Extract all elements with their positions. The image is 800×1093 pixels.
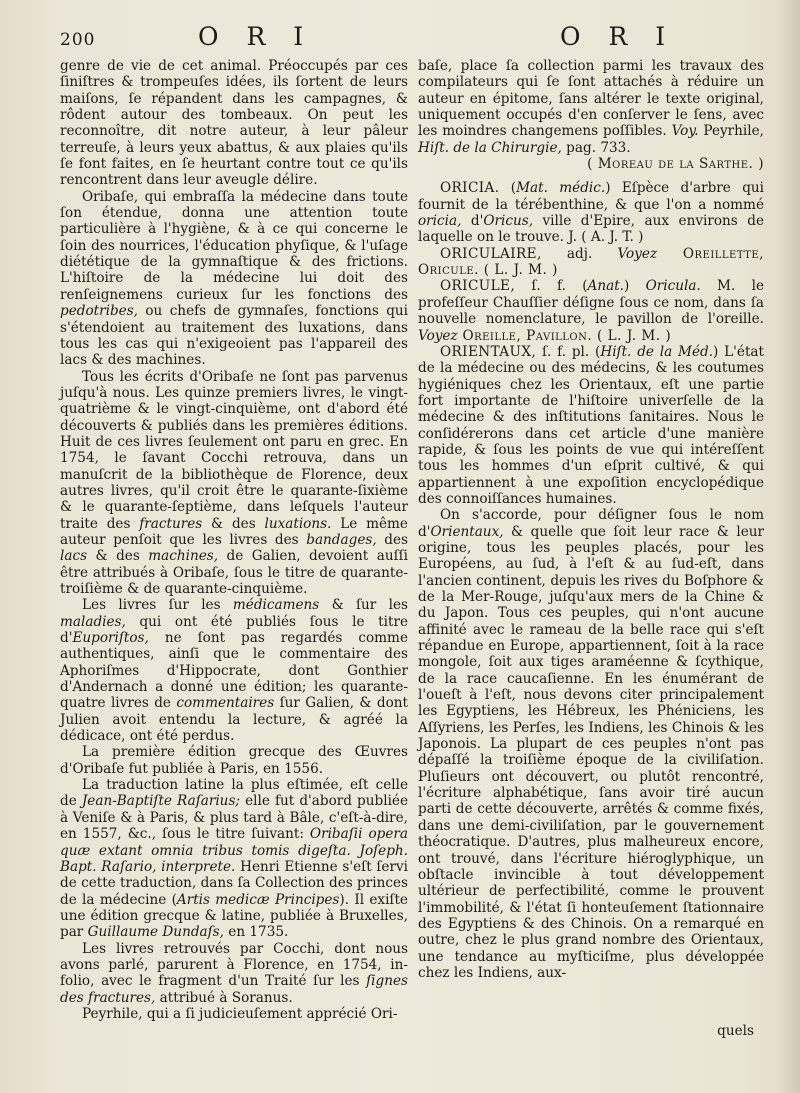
left-column: [60, 58, 408, 1022]
entry-oriculaire: ORICULAIRE, adj. Voyez Oreillette, Oricule. ( L. J. M. ): [418, 245, 764, 279]
paragraph: On s'accorde, pour déſigner ſous le nom d'Orientaux, & quelle que ſoit leur race & leur origine, tous les peuples placés, pour les Européens, au ſud, à l'eſt & au ſud-eſt, dans l'ancien continent, depuis les rives du Boſphore & de la Mer-Rouge, juſqu'aux mers de la Chine & du Japon. Tous ces peuples, qui n'ont aucune affinité avec le rameau de la belle race qui s'eſt répandue en Europe, appartiennent, ſoit à la race mongole, ſoit aux tiges araméenne & ſcythique, de la race caucaſienne. En les énumérant de l'oueſt à l'eſt, nous devons citer principalement les Egyptiens, les Hébreux, les Phéniciens, les Aſſyriens, les Perſes, les Indiens, les Chinois & les Japonois. La plupart de ces peuples n'ont pas dépaſſé la troiſième époque de la civiliſation. Pluſieurs ont découvert, ou plutôt rencontré, l'écriture alphabétique, ſans avoir tiré aucun parti de cette découverte, arrêtés & comme fixés, dans une demi-civiliſation, par le gouvernement théocratique. D'autres, plus malheureux encore, ont trouvé, dans l'écriture hiéroglyphique, un obſtacle invincible à tout développement ultérieur de perfectibilité, comme le prouvent l'immobilité, & l'état ſi honteuſement ſtationnaire des Egyptiens & des Chinois. On a remarqué en outre, chez le plus grand nombre des Orientaux, une tendance au myſticiſme, plus développée chez les Indiens, aux-: [418, 507, 764, 981]
running-head-left: O R I: [198, 22, 314, 51]
page-number: 200: [60, 30, 96, 50]
author-signature: ( Moreau de la Sarthe. ): [587, 156, 764, 173]
running-head-right: O R I: [560, 22, 676, 51]
headword: ORIENTAUX,: [440, 343, 537, 360]
paragraph: La première édition grecque des Œuvres d'Oribaſe fut publiée à Paris, en 1556.: [60, 744, 408, 777]
entry-oricia: ORICIA. (Mat. médic.) Eſpèce d'arbre qui fournit de la térébenthine, & que l'on a nommé oricia, d'Oricus, ville d'Epire, aux environs de laquelle on le trouve. J. ( A. J. T. ): [418, 180, 764, 246]
catchword: quels: [717, 1023, 754, 1039]
paragraph: baſe, place ſa collection parmi les travaux des compilateurs qui ſe ſont attachés à réduire un auteur en épitome, ſans altérer le texte original, uniquement occupés d'en conſerver le ſens, avec les moindres changemens poſſibles. Voy. Peyrhile, Hiſt. de la Chirurgie, pag. 733.: [418, 58, 764, 156]
page-edge-shadow: [778, 0, 800, 1093]
entry-orientaux: ORIENTAUX, ſ. f. pl. (Hiſt. de la Méd.) L'état de la médecine ou des médecins, & les coutumes hygiéniques chez les Orientaux, eſt une partie fort importante de l'hiſtoire univerſelle de la médecine & des inſtitutions ſanitaires. Nous le conſidérerons dans cet article d'une manière rapide, & ſous les points de vue qui intéreſſent tous les hommes d'un eſprit cultivé, & qui appartiennent à une expoſition encyclopédique des connoiſſances humaines.: [418, 343, 764, 507]
paragraph: Les livres ſur les médicamens & ſur les maladies, qui ont été publiés ſous le titre d'Euporiſtos, ne ſont pas regardés comme authentiques, ainſi que le commentaire des Aphoriſmes d'Hippocrate, dont Gonthier d'Andernach a donné une édition; les quarante-quatre livres de commentaires ſur Galien, & dont Julien avoit entendu la lecture, & agréé la dédicace, ont été perdus.: [60, 597, 408, 745]
paragraph: Les livres retrouvés par Cocchi, dont nous avons parlé, parurent à Florence, en 1754, in-folio, avec le fragment d'un Traité ſur les ſignes des fractures, attribué à Soranus.: [60, 940, 408, 1006]
entry-oricule: ORICULE, ſ. f. (Anat.) Oricula. M. le profeſſeur Chauſſier déſigne ſous ce nom, dans ſa nouvelle nomenclature, le pavillon de l'oreille. Voyez Oreille, Pavillon. ( L. J. M. ): [418, 278, 764, 344]
paragraph: La traduction latine la plus eſtimée, eſt celle de Jean-Baptiſte Raſarius; elle fut d'abord publiée à Veniſe & à Paris, & plus tard à Bâle, c'eſt-à-dire, en 1557, &c., ſous le titre ſuivant: Oribaſii opera quæ extant omnia tribus tomis digeſta. Joſeph. Bapt. Raſario, interprete. Henri Etienne s'eſt ſervi de cette traduction, dans ſa Collection des princes de la médecine (Artis medicæ Principes). Il exiſte une édition grecque & latine, publiée à Bruxelles, par Guillaume Dundaſs, en 1735.: [60, 777, 409, 941]
headword: ORICULAIRE,: [440, 245, 542, 262]
headword: ORICIA.: [440, 180, 500, 197]
paragraph: Peyrhile, qui a ſi judicieuſement apprécié Ori-: [82, 1005, 398, 1022]
paragraph: genre de vie de cet animal. Préoccupés par ces ſiniſtres & trompeuſes idées, ils ſortent de leurs maiſons, ſe répandent dans les campagnes, & rôdent autour des tombeaux. On peut les reconnoître, dit notre auteur, à leur pâleur terreuſe, à leurs yeux abattus, & aux plaies qu'ils ſe font faites, en ſe heurtant contre tout ce qu'ils rencontrent dans leur aveugle délire.: [60, 58, 408, 189]
paragraph: Oribaſe, qui embraſſa la médecine dans toute ſon étendue, donna une attention toute particulière à l'hygiène, & à ce qui concerne le ſoin des nourrices, l'éducation phyſique, & l'uſage diététique de la gymnaſtique & des frictions. L'hiſtoire de la médecine lui doit des renſeignemens curieux ſur les fonctions des pedotribes, ou chefs de gymnaſes, fonctions qui s'étendoient au traitement des luxations, dans tous les cas qui n'exigeoient pas l'appareil des lacs & des machines.: [60, 188, 408, 369]
headword: ORICULE,: [440, 278, 516, 295]
paragraph: Tous les écrits d'Oribaſe ne ſont pas parvenus juſqu'à nous. Les quinze premiers livres, le vingt-quatrième & le vingt-cinquième, ont d'abord été découverts & publiés dans les premières éditions. Huit de ces livres ſeulement ont paru en grec. En 1754, le ſavant Cocchi retrouva, dans un manuſcrit de la bibliothèque de Florence, deux autres livres, qu'il croit être le quarante-ſixième & le quarante-ſeptième, dans leſquels l'auteur traite des fractures & des luxations. Le même auteur penſoit que les livres des bandages, des lacs & des machines, de Galien, devoient auſſi être attribués à Oribaſe, ſous le titre de quarante-troiſième & de quarante-cinquième.: [60, 368, 408, 597]
page-header: [0, 22, 800, 56]
right-column: [418, 58, 764, 981]
